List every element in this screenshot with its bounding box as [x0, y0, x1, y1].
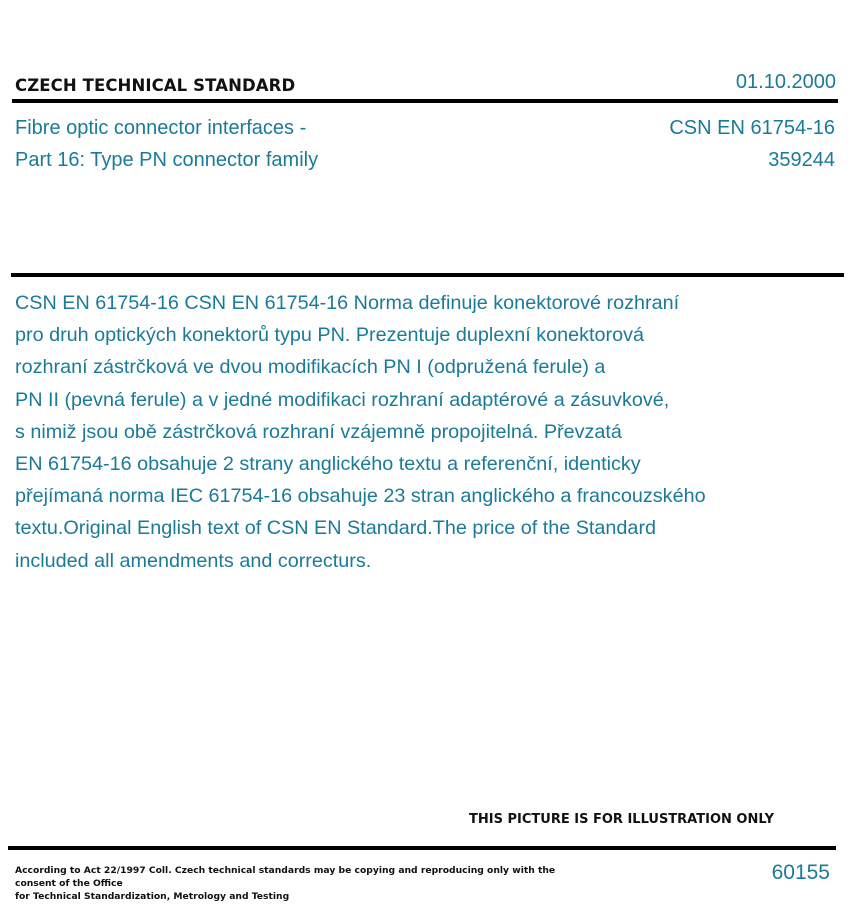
organization-heading: CZECH TECHNICAL STANDARD — [15, 76, 296, 95]
legal-notice-line-2: for Technical Standardization, Metrology and Testing — [15, 891, 290, 902]
standard-title-line-1: Fibre optic connector interfaces - — [15, 117, 307, 139]
header-divider — [12, 99, 838, 103]
catalog-number: 60155 — [771, 861, 830, 884]
legal-notice — [15, 864, 595, 903]
footer-divider — [8, 846, 836, 850]
legal-notice-line-1: According to Act 22/1997 Coll. Czech technical standards may be copying and reproducing only with the consent of the Office — [15, 865, 556, 889]
standard-class-code: 359244 — [768, 149, 835, 171]
illustration-note: THIS PICTURE IS FOR ILLUSTRATION ONLY — [469, 812, 774, 827]
title-divider — [11, 273, 844, 277]
publication-date: 01.10.2000 — [735, 71, 836, 93]
standard-title-line-2: Part 16: Type PN connector family — [15, 149, 319, 171]
standard-description: CSN EN 61754-16 CSN EN 61754-16 Norma definuje konektorové rozhraní pro druh optických konektorů typu PN. Prezentuje duplexní konektorová rozhraní zástrčková ve dvou modifikacích PN I (odpružená ferule) a PN II (pevná ferule) a v jedné modifikaci rozhraní adaptérové a zásuvkové, s nimiž jsou obě zástrčková rozhraní vzájemně propojitelná. Převzatá EN 61754-16 obsahuje 2 strany anglického textu a referenční, identicky přejímaná norma IEC 61754-16 obsahuje 23 stran anglického a francouzského textu.Original English text of CSN EN Standard.The price of the Standard included all amendments and correcturs. — [15, 292, 706, 572]
standard-designation: CSN EN 61754-16 — [669, 117, 835, 139]
